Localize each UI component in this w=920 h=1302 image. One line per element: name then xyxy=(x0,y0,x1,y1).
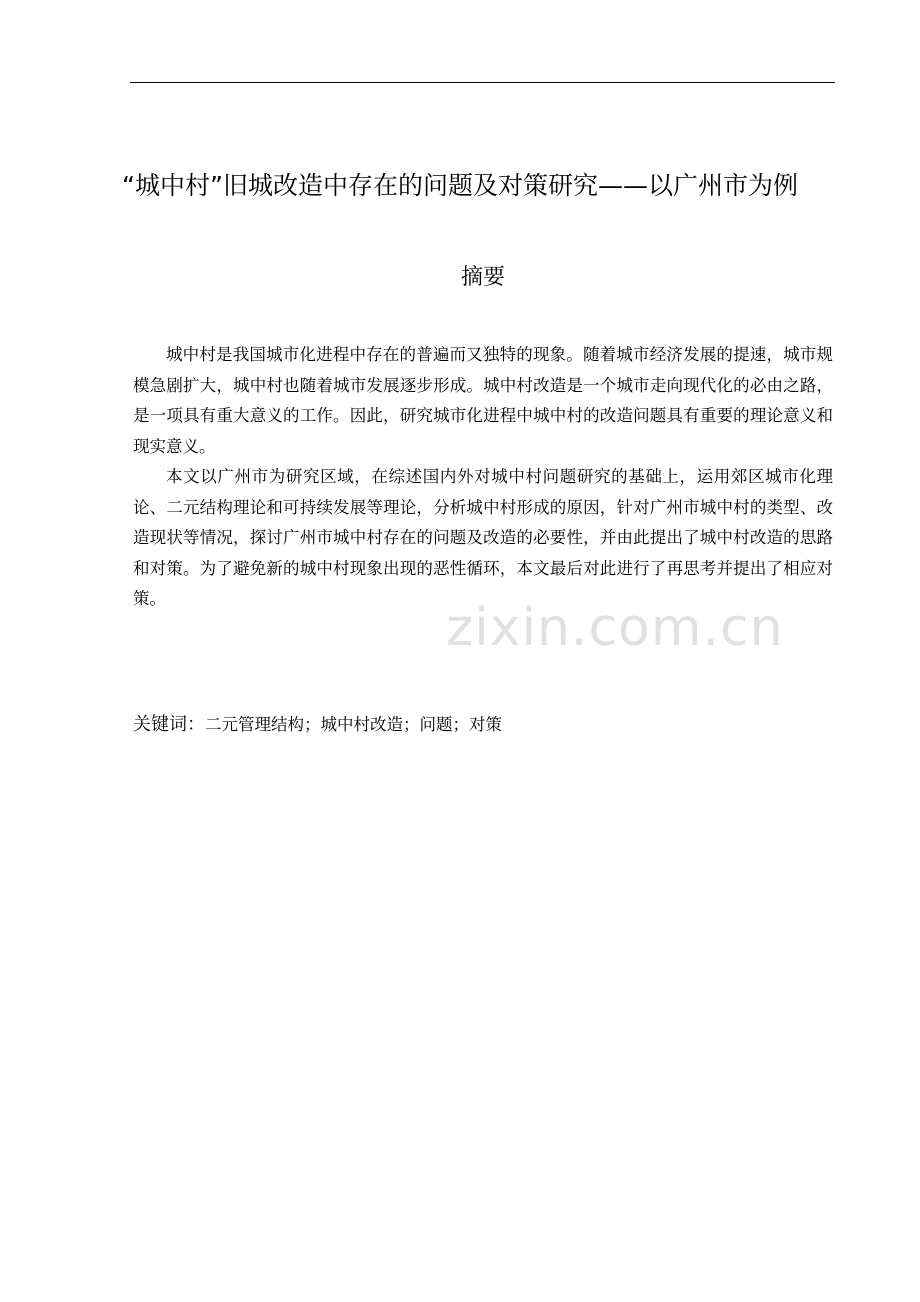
keywords-line xyxy=(133,710,833,740)
keywords-text: 二元管理结构；城中村改造；问题；对策 xyxy=(205,715,502,734)
abstract-paragraph-2: 本文以广州市为研究区域，在综述国内外对城中村问题研究的基础上，运用郊区城市化理论、二元结构理论和可持续发展等理论，分析城中村形成的原因，针对广州市城中村的类型、改造现状等情况，探讨广州市城中村存在的问题及改造的必要性，并由此提出了城中村改造的思路和对策。为了避免新的城中村现象出现的恶性循环，本文最后对此进行了再思考并提出了相应对策。 xyxy=(133,467,833,608)
abstract-heading: 摘要 xyxy=(460,265,505,290)
header-rule xyxy=(130,82,835,83)
abstract-body xyxy=(133,340,833,615)
paper-title: “城中村”旧城改造中存在的问题及对策研究——以广州市为例 xyxy=(122,171,798,200)
watermark: zixin.com.cn xyxy=(446,598,784,658)
keywords-label: 关键词： xyxy=(133,714,205,735)
abstract-paragraph-1: 城中村是我国城市化进程中存在的普遍而又独特的现象。随着城市经济发展的提速，城市规模急剧扩大，城中村也随着城市发展逐步形成。城中村改造是一个城市走向现代化的必由之路，是一项具有重大意义的工作。因此，研究城市化进程中城中村的改造问题具有重要的理论意义和现实意义。 xyxy=(133,345,833,456)
